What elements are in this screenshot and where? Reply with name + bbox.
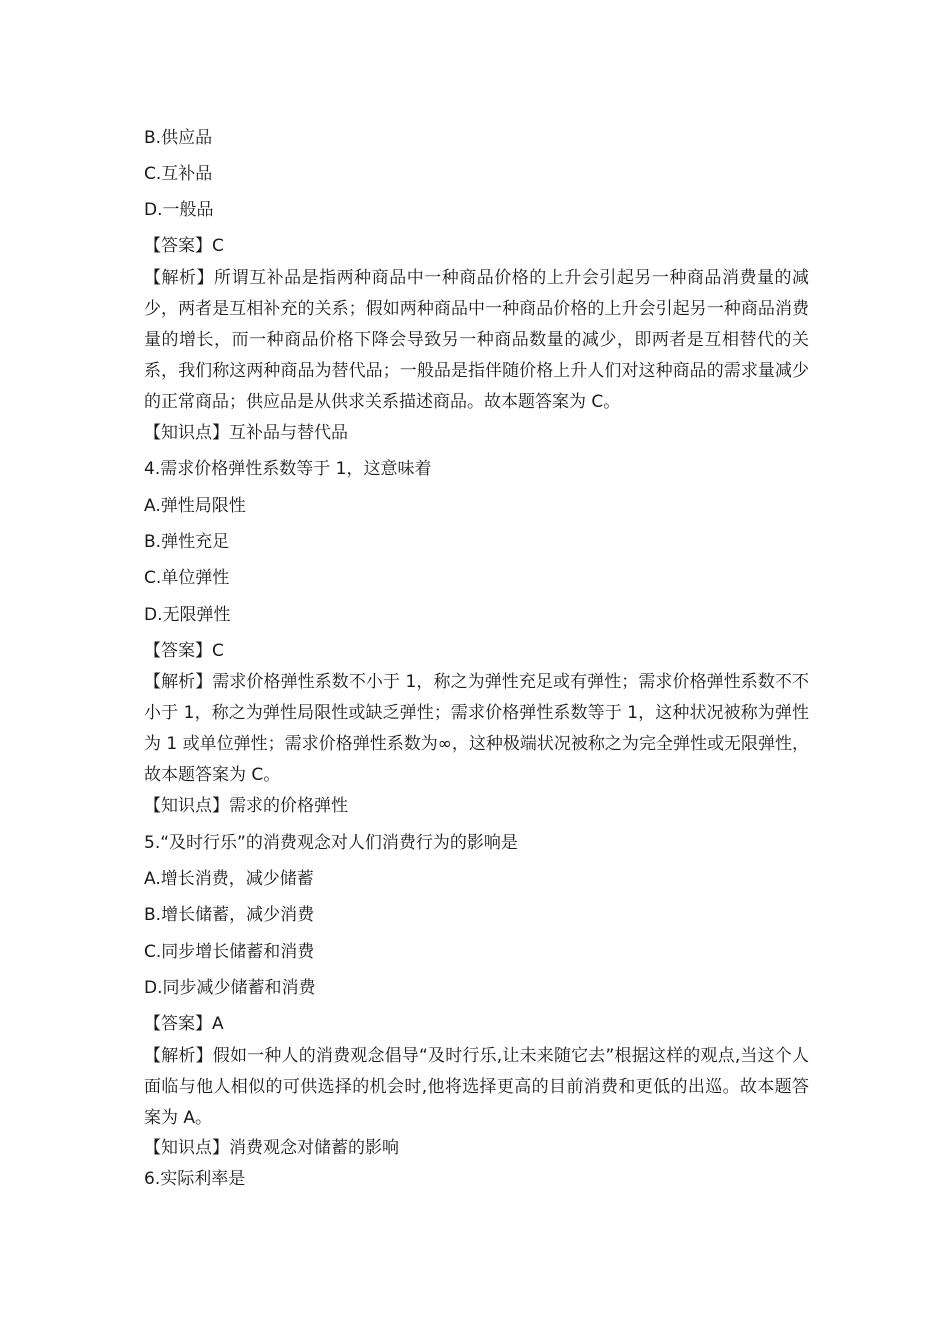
- q3-option-c: C.互补品: [144, 164, 213, 184]
- q5-option-b: B.增长储蓄，减少消费: [144, 905, 315, 925]
- q3-analysis: 【解析】所谓互补品是指两种商品中一种商品价格的上升会引起另一种商品消费量的减少，两者是互相补充的关系；假如两种商品中一种商品价格的上升会引起另一种商品消费量的增长，而一种商品价格下降会导致另一种商品数量的减少，即两者是互相替代的关系，我们称这两种商品为替代品；一般品是指伴随价格上升人们对这种商品的需求量减少的正常商品；供应品是从供求关系描述商品。故本题答案为 C。: [144, 268, 809, 412]
- q4-option-d: D.无限弹性: [144, 605, 231, 625]
- q4-answer: 【答案】C: [144, 641, 224, 661]
- q5-option-d: D.同步减少储蓄和消费: [144, 978, 316, 998]
- q6-question: 6.实际利率是: [144, 1169, 246, 1189]
- q4-question: 4.需求价格弹性系数等于 1，这意味着: [144, 459, 432, 479]
- q4-option-b: B.弹性充足: [144, 532, 230, 552]
- q4-analysis: 【解析】需求价格弹性系数不小于 1，称之为弹性充足或有弹性；需求价格弹性系数不不小于 1，称之为弹性局限性或缺乏弹性；需求价格弹性系数等于 1，这种状况被称为弹性为 1 或单位弹性；需求价格弹性系数为∞，这种极端状况被称之为完全弹性或无限弹性，故本题答案为 C。: [144, 672, 809, 785]
- q3-knowledge-point: 【知识点】互补品与替代品: [144, 423, 348, 443]
- q3-answer: 【答案】C: [144, 236, 224, 256]
- q5-option-c: C.同步增长储蓄和消费: [144, 942, 315, 962]
- q3-option-d: D.一般品: [144, 200, 214, 220]
- q5-option-a: A.增长消费，减少储蓄: [144, 869, 314, 889]
- q5-knowledge-point: 【知识点】消费观念对储蓄的影响: [144, 1138, 399, 1158]
- q3-option-b: B.供应品: [144, 128, 213, 148]
- q4-option-a: A.弹性局限性: [144, 496, 246, 516]
- q5-analysis: 【解析】假如一种人的消费观念倡导“及时行乐,让未来随它去”根据这样的观点,当这个人面临与他人相似的可供选择的机会时,他将选择更高的目前消费和更低的出巡。故本题答案为 A。: [144, 1046, 809, 1128]
- q4-option-c: C.单位弹性: [144, 568, 230, 588]
- q5-answer: 【答案】A: [144, 1014, 224, 1034]
- q4-knowledge-point: 【知识点】需求的价格弹性: [144, 796, 348, 816]
- q5-question: 5.“及时行乐”的消费观念对人们消费行为的影响是: [144, 833, 518, 853]
